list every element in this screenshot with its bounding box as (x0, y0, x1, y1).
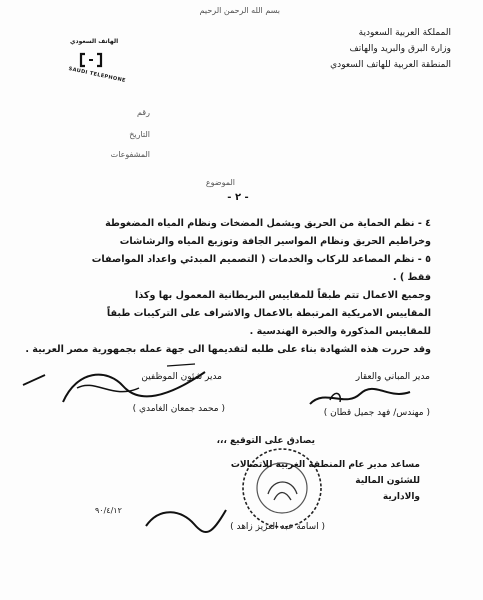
logo-english-text: SAUDI TELEPHONE (68, 66, 127, 84)
header-ministry: وزارة البرق والبريد والهاتف (349, 44, 451, 54)
signatory-left-title: مدير شئون الموظفين (141, 372, 222, 382)
approval-title-2: للشئون المالية (355, 476, 420, 486)
signatory-left-name: ( محمد جمعان الغامدي ) (132, 404, 225, 414)
body-line-4: فقط ) . (392, 272, 431, 283)
signatory-right-name: ( مهندس/ فهد جميل قطان ) (323, 408, 430, 418)
field-attachments-label: المشفوعات (110, 150, 150, 159)
body-line-1: ٤ - نظم الحماية من الحريق ويشمل المضخات ونظام المياه المضغوطة (105, 218, 431, 229)
header-kingdom: المملكة العربية السعودية (358, 28, 451, 38)
body-line-7: للمقاييس المذكورة والخبرة الهندسية . (249, 326, 431, 337)
approval-date-mark: ٩٠/٤/١٢ (95, 506, 122, 515)
signatory-right-title: مدير المباني والعقار (355, 372, 430, 382)
field-number-label: رقم (136, 108, 150, 117)
header-region: المنطقة العربية للهاتف السعودي (330, 60, 451, 70)
body-line-5: وجميع الاعمال تتم طبقاً للمقاييس البريطانية المعمول بها وكذا (135, 290, 431, 301)
body-line-8: وقد حررت هذه الشهادة بناء على طلبه لتقديمها الى جهة عمله بجمهورية مصر العربية . (25, 344, 431, 355)
approval-title-3: والادارية (382, 492, 420, 502)
approval-title-1: مساعد مدير عام المنطقة الغربية للاتصالات (230, 460, 420, 470)
approval-signature (140, 500, 230, 540)
page-number: - ٢ - (227, 192, 249, 203)
logo-arabic-text: الهاتف السعودي (70, 38, 119, 45)
official-seal (235, 440, 330, 535)
field-subject-label: الموضوع (205, 178, 235, 187)
approval-heading: يصادق على التوقيع ،،، (216, 436, 315, 446)
pen-mark-icon (20, 370, 50, 390)
body-line-6: المقاييس الامريكية المرتبطة بالاعمال والاشراف على التركيبات طبقاً (106, 308, 431, 319)
approval-name: ( اسامة عبد العزيز زاهد ) (230, 522, 325, 532)
body-line-3: ٥ - نظم المصاعد للركاب والخدمات ( التصميم المبدئي واعداد المواصفات (91, 254, 431, 265)
body-line-2: وخراطيم الحريق ونظام المواسير الجافة وتوزيع المياه والرشاشات (119, 236, 431, 247)
basmala: بسم الله الرحمن الرحيم (199, 6, 280, 15)
field-date-label: التاريخ (129, 130, 150, 139)
